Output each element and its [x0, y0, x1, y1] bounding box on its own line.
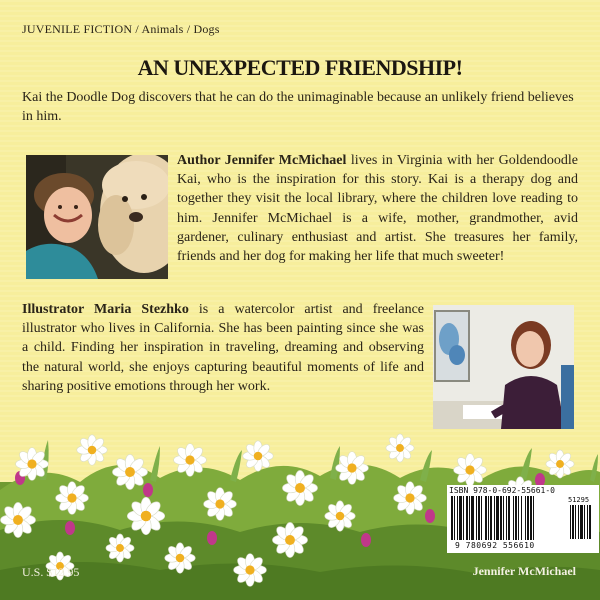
illustrator-bio [22, 300, 424, 396]
daisy-flower [106, 534, 134, 562]
book-title: AN UNEXPECTED FRIENDSHIP! [137, 55, 463, 80]
daisy-flower [127, 497, 164, 534]
daisy-flower [546, 450, 574, 478]
daisy-flower [272, 522, 307, 557]
daisy-flower [16, 448, 49, 481]
barcode-box [447, 485, 599, 553]
author-bio [177, 151, 578, 266]
price-code: 51295 [568, 496, 590, 504]
daisy-flower [325, 501, 355, 531]
daisy-flower [56, 482, 89, 515]
illustrator-portrait-image [433, 305, 574, 429]
daisy-flower [454, 454, 487, 487]
daisy-flower [165, 543, 195, 573]
daisy-flower [282, 470, 317, 505]
illustrator-bio-text: is a watercolor artist and freelance illustrator who lives in California. She has been painting since she was a child. Finding her inspiration in traveling, dreaming and observing the natural world, she enjoys capturing beautiful moments of life and sharing positive emotions through her work. [22, 302, 424, 394]
isbn-label: ISBN 978-0-692-55661-0 [449, 486, 555, 495]
daisy-flower [174, 444, 207, 477]
author-bio-text: lives in Virginia with her Goldendoodle Kai, who is the inspiration for this story. Kai is a therapy dog and together they visit the local library, where the children love reading to him. Jennifer McMichael is a wife, mother, grandmother, avid gardener, culinary enthusiast and artist. She treasures her family, friends and her dog for making her life that much sweeter! [177, 153, 578, 265]
barcode-number: 9 780692 556610 [455, 541, 535, 550]
tagline: Kai the Doodle Dog discovers that he can do the unimaginable because an unlikely friend believes in him. [22, 90, 574, 124]
author-name: Author Jennifer McMichael [177, 153, 347, 168]
daisy-flower [336, 452, 369, 485]
barcode-image [449, 496, 567, 540]
daisy-flower [394, 482, 427, 515]
category-label: JUVENILE FICTION / Animals / Dogs [22, 22, 220, 36]
daisy-flower [234, 554, 267, 587]
daisy-flower [243, 441, 273, 471]
publisher-name: Jennifer McMichael [472, 564, 576, 578]
daisy-flower [204, 488, 237, 521]
price-label: U.S. $12.95 [22, 565, 80, 579]
daisy-flower [112, 454, 147, 489]
author-with-dog-image [26, 155, 168, 279]
author-photo [26, 155, 168, 279]
daisy-flower [0, 502, 35, 537]
daisy-flower [77, 435, 107, 465]
price-barcode-image [569, 505, 597, 539]
illustrator-name: Illustrator Maria Stezhko [22, 302, 189, 317]
illustrator-photo [433, 305, 574, 429]
daisy-flower [386, 434, 414, 462]
